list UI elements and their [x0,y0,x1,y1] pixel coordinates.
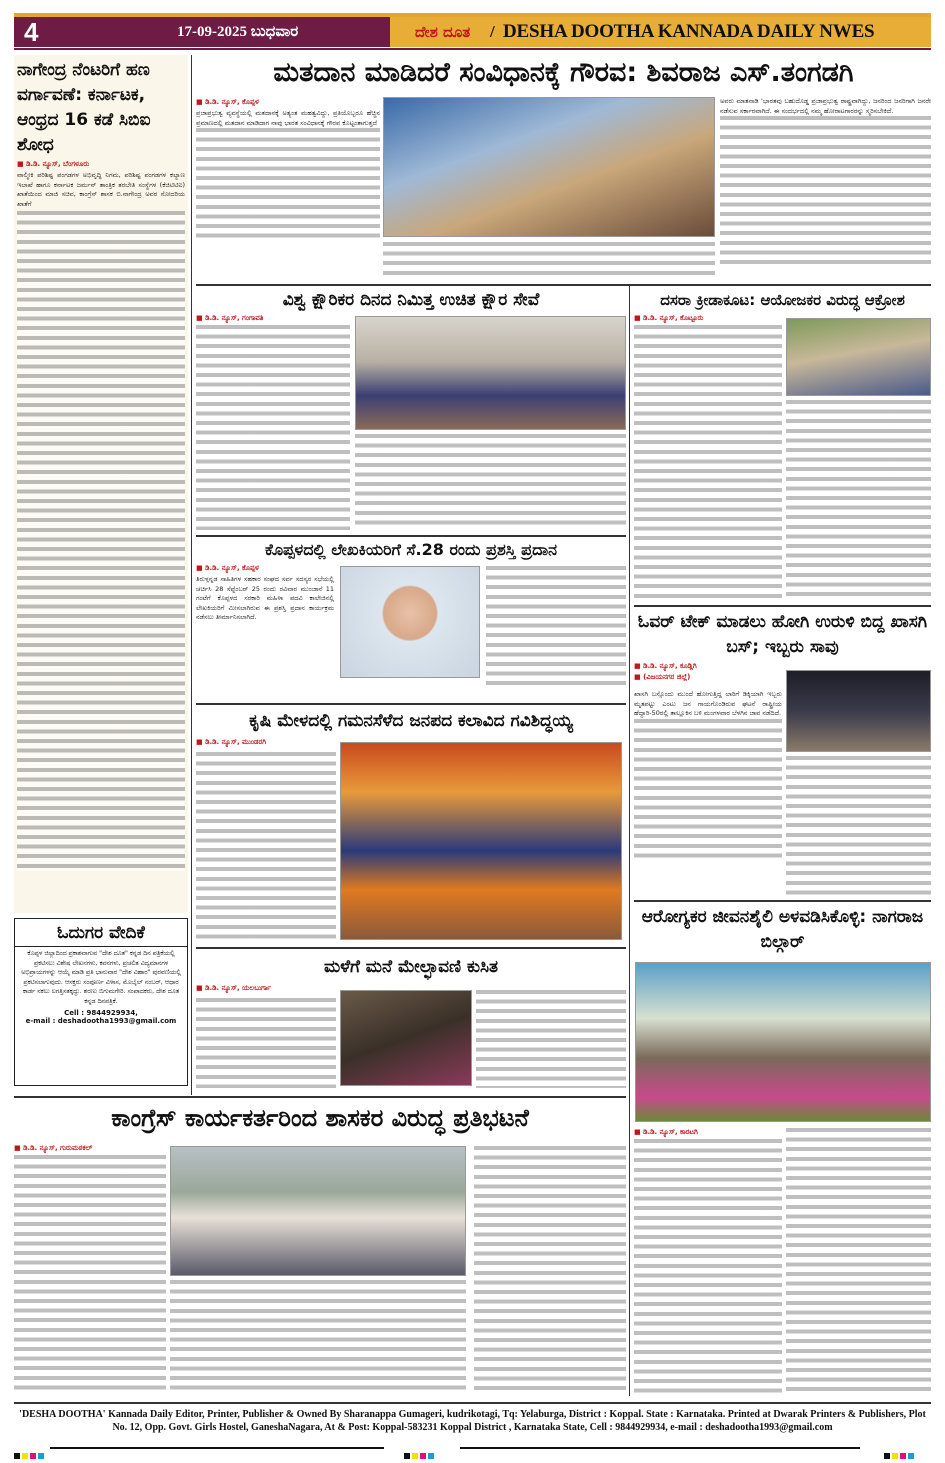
article-lead: ಖಾಸಗಿ ಬಸ್ಸೊಂದು ಮುಂದೆ ಹೋಗುತ್ತಿದ್ದ ಲಾರಿಗೆ ಡಿಕ್ಕಿಯಾಗಿ ಇಬ್ಬರು ಮೃತಪಟ್ಟು ಎಂಟು ಜನ ಗಾಯಗೊಂಡಿರುವ ಘಟನೆ ರಾಷ್ಟ್ರೀಯ ಹೆದ್ದಾರಿ-50ರಲ್ಲಿ ತಾಲ್ಲೂಕಿನ ಬಳಿ ಮಂಗಳವಾರ ಬೆಳಗಿನ ಜಾವ ನಡೆದಿದೆ. [634,690,782,718]
masthead-left [14,17,390,47]
bus-accident-photo [786,670,931,752]
article-lead: ಪ್ರಜಾಪ್ರಭುತ್ವ ವ್ಯವಸ್ಥೆಯಲ್ಲಿ ಮತದಾನಕ್ಕೆ ಅತ್ಯಂತ ಮಹತ್ವವಿದ್ದು, ಪ್ರತಿಯೊಬ್ಬರೂ ಹೆಚ್ಚಿನ ಪ್ರಮಾಣದಲ್ಲಿ ಮತದಾನ ಮಾಡಿದಾಗ ನಾವು ಭಾರತ ಸಂವಿಧಾನಕ್ಕೆ ಗೌರವ ಕೊಟ್ಟಂತಾಗುತ್ತದೆ [196,109,380,127]
headline: ನಾಗೇಂದ್ರ ನೆಂಟರಿಗೆ ಹಣ ವರ್ಗಾವಣೆ: ಕರ್ನಾಟಕ, ಆಂಧ್ರದ 16 ಕಡೆ ಸಿಬಿಐ ಶೋಧ [17,60,151,155]
article-body [196,998,336,1088]
article-body [786,400,931,600]
article-lead: ತಿರುಳ್ಗನ್ನಡ ಸಾಹಿತಿಗಳ ಸಹಕಾರ ಸಂಘದ ಸರ್ವ ಸದಸ್ಯರ ಸಭೆಯಲ್ಲಿ ಚರ್ಚಿಸಿ 28 ಸೆಪ್ಟೆಂಬರ್ 25 ರಂದು ರವಿವಾರ ಮುಂಜಾನೆ 11 ಗಂಟೆಗೆ ಕೊಪ್ಪಳದ ಸರಕಾರಿ ಮಹಿಳಾ ಪದವಿ ಕಾಲೇಜಿನಲ್ಲಿ ಲೇಖಕಿಯರಿಗೆ ಮೀಸಲಾಗಿರುವ ಈ ಪ್ರಶಸ್ತಿ ಪ್ರದಾನ ಕಾರ್ಯಕ್ರಮ ನಡೆಸಲು ತೀರ್ಮಾನಿಸಲಾಗಿದೆ. [196,575,334,622]
health-col1 [634,1126,782,1394]
article-body [14,1155,166,1395]
article-body [634,1139,782,1394]
readers-forum-text: ಕೊಪ್ಪಳ ಜಿಲ್ಲಾದಿಂದ ಪ್ರಕಾಶವಾಗುವ "ದೇಶ ದೂತ" ಕನ್ನಡ ದಿನ ಪತ್ರಿಕೆಯಲ್ಲಿ ಪ್ರಕಟಿಸಲು ವಿಶೇಷ ಲೇಖನಗಳು, ಕವನಗಳು, ಪ್ರಚಲಿತ ವಿದ್ಯಮಾನಗಳ ಅಭಿಪ್ರಾಯಗಳನ್ನು ಆಯ್ಕೆ ಮಾಡಿ ಪ್ರತಿ ಭಾನುವಾರ "ದೇಶ ವಿಹಾರ" ಪುರವಣಿಯಲ್ಲಿ ಪ್ರಕಟಿಸಲಾಗುವುದು. ಆಸಕ್ತರು ಸಂಪೂರ್ಣ ವಿಳಾಸ, ಮೊಬೈಲ್ ನಂಬರ್, ಆಧಾರ ಕಾರ್ಡ ನಕಲು ಲಗತ್ತಿಸತಕ್ಕದ್ದು. ಶರಣು ಬಿಗುಮಗೇರಿ. ಸಂಪಾದಕರು, ದೇಶ ದೂತ ಕನ್ನಡ ದಿನಪತ್ರಿಕೆ. [21,950,181,1005]
article-award [196,538,626,686]
article-body [786,756,931,896]
lead-story-col3 [720,97,931,266]
readers-forum-box [14,918,188,1086]
headline: ಓವರ್ ಟೇಕ್ ಮಾಡಲು ಹೋಗಿ ಉರುಳಿ ಬಿದ್ದ ಖಾಸಗಿ ಬಸ್; ಇಬ್ಬರು ಸಾವು [637,612,928,657]
byline: ■ ಡಿ.ಡಿ. ನ್ಯೂಸ್, ಗಂಗಾವತಿ [196,314,626,323]
headline: ಮಳೆಗೆ ಮನೆ ಮೇಲ್ಛಾವಣಿ ಕುಸಿತ [323,957,499,977]
article-health [634,905,931,955]
congress-col1 [14,1142,166,1395]
imprint-line: 'DESHA DOOTHA' Kannada Daily Editor, Printer, Publisher & Owned By Sharanappa Gumageri, kudrikotagi, Tq: Yelaburga, District : Koppal. State : Karnataka. Printed at Dwarak Printers & Publishers, Plot No. 12, Opp. Govt. Girls Hostel, GaneshaNagara, At & Post: Koppal-583231 Koppal District , Karnataka State, Cell : 9844929934, e-mail : deshadootha1993@gmail.com [19,1409,926,1433]
bus-col1 [634,690,782,859]
masthead-right [390,17,931,47]
barbers-photo [355,316,626,430]
dasara-photo [786,318,931,396]
brand-kannada: ದೇಶ ದೂತ [415,23,471,41]
article-body [474,1146,626,1391]
article-body [196,325,350,530]
article-continuation: ಅವರು ಮಾತನಾಡಿ 'ಭಾರತವು ಬಹುದೊಡ್ಡ ಪ್ರಜಾಪ್ರಭುತ್ವ ರಾಷ್ಟ್ರವಾಗಿದ್ದು, ಜನರಿಂದ ಜನರಿಗಾಗಿ ಜನರೇ ನಡೆಸುವ ಸರ್ಕಾರವಾಗಿದೆ. ಈ ಸಂದರ್ಭದಲ್ಲಿ ನಮ್ಮ ಹೋರಾಟಗಾರರನ್ನು ಸ್ಮರಿಸಬೇಕಿದೆ. [720,97,931,115]
author-portrait-photo [340,566,480,678]
headline: ವಿಶ್ವ ಕ್ಷೌರಿಕರ ದಿನದ ನಿಮಿತ್ತ ಉಚಿತ ಕ್ಷೌರ ಸೇವೆ [282,290,540,310]
article-body [196,752,336,942]
byline-district: ■ (ವಿಜಯನಗರ ಜಿಲ್ಲೆ) [634,673,931,682]
byline: ■ ಡಿ.ಡಿ. ನ್ಯೂಸ್, ಕೂಡ್ಲಿಗಿ [634,662,931,671]
article-lead: ವಾಲ್ಮೀಕಿ ಪರಿಶಿಷ್ಟ ಪಂಗಡಗಳ ಅಭಿವೃದ್ಧಿ ನಿಗಮ, ಪರಿಶಿಷ್ಟ ಪಂಗಡಗಳ ಕಲ್ಯಾಣ ಇಲಾಖೆ ಹಾಗೂ ಕರ್ನಾಟಕ ಜರ್ಮನ್ ತಾಂತ್ರಿಕ ತರಬೇತಿ ಸಂಸ್ಥೆಗಳ (ಕೆಜಿಟಿಟಿಐ) ಖಾತೆಯಿಂದ ಮಾಜಿ ಸಚಿವ, ಕಾಂಗ್ರೆಸ್ ಶಾಸಕ ಬಿ.ನಾಗೇಂದ್ರ ಅವರ ಸೋದರಿಯ ಖಾತೆಗೆ [17,171,185,208]
byline: ■ ಡಿ.ಡಿ. ನ್ಯೂಸ್, ಕೊಪ್ಪಳ [196,564,334,573]
headline: ಕೊಪ್ಪಳದಲ್ಲಿ ಲೇಖಕಿಯರಿಗೆ ಸೆ.28 ರಂದು ಪ್ರಶಸ್ತಿ ಪ್ರದಾನ [264,540,558,559]
lead-story-col1 [196,96,380,238]
krishi-mela-photo [340,742,622,940]
article-body [634,719,782,859]
article-body [196,128,380,238]
byline: ■ ಡಿ.ಡಿ. ನ್ಯೂಸ್, ಕಾರಟಗಿ [634,1128,782,1137]
health-camp-photo [635,962,931,1122]
byline: ■ ಡಿ.ಡಿ. ನ್ಯೂಸ್, ಕೊಟ್ಟೂರು [634,314,931,323]
article-body [786,1128,931,1393]
article-body [486,566,626,686]
article-body [634,325,782,600]
issue-date: 17-09-2025 ಬುಧವಾರ [177,24,299,40]
brand-separator: / [490,22,495,41]
article-body [720,116,931,266]
header-rule [14,48,931,50]
collapsed-roof-photo [340,990,472,1086]
article-congress [14,1100,626,1136]
readers-forum-cell: Cell : 9844929934, [64,1009,138,1017]
headline: ದಸರಾ ಕ್ರೀಡಾಕೂಟ: ಆಯೋಜಕರ ವಿರುದ್ಧ ಆಕ್ರೋಶ [660,291,905,309]
article-body [170,1280,466,1390]
page-number: 4 [24,17,39,47]
registration-marks [14,1444,931,1452]
article-left [14,55,188,913]
lead-story [196,55,931,91]
photo-caption [383,242,715,278]
article-body [476,990,626,1088]
brand-english: DESHA DOOTHA KANNADA DAILY NWES [503,21,875,42]
byline: ■ ಡಿ.ಡಿ. ನ್ಯೂಸ್, ಗುರುಮಠಕಲ್ [14,1144,166,1153]
headline: ಕೃಷಿ ಮೇಳದಲ್ಲಿ ಗಮನಸೆಳೆದ ಜನಪದ ಕಲಾವಿದ ಗವಿಶಿದ್ಧಯ್ಯ [249,711,573,731]
headline: ಮತದಾನ ಮಾಡಿದರೆ ಸಂವಿಧಾನಕ್ಕೆ ಗೌರವ: ಶಿವರಾಜ ಎಸ್.ತಂಗಡಗಿ [273,57,854,88]
article-rain [196,952,626,995]
byline: ■ ಡಿ.ಡಿ. ನ್ಯೂಸ್, ಮುಂಡರಗಿ [196,738,626,747]
lead-story-photo [383,97,715,237]
headline: ಆರೋಗ್ಯಕರ ಜೀವನಶೈಲಿ ಅಳವಡಿಸಿಕೊಳ್ಳಿ: ನಾಗರಾಜ ಬಿಲ್ಗಾರ್ [641,907,924,952]
byline: ■ ಡಿ.ಡಿ. ನ್ಯೂಸ್, ಕೊಪ್ಪಳ [196,98,380,107]
byline: ■ ಡಿ.ಡಿ. ನ್ಯೂಸ್, ಯಲಬುರ್ಗಾ [196,984,626,993]
byline: ■ ಡಿ.ಡಿ. ನ್ಯೂಸ್, ಬೆಂಗಳೂರು [17,160,185,169]
readers-forum-email: e-mail : deshadootha1993@gmail.com [25,1017,177,1025]
readers-forum-title: ಓದುಗರ ವೇದಿಕೆ [57,923,145,943]
article-body [17,211,185,871]
headline: ಕಾಂಗ್ರೆಸ್ ಕಾರ್ಯಕರ್ತರಿಂದ ಶಾಸಕರ ವಿರುದ್ಧ ಪ್ರತಿಭಟನೆ [111,1104,529,1132]
protest-photo [170,1146,466,1276]
article-body [355,434,626,530]
